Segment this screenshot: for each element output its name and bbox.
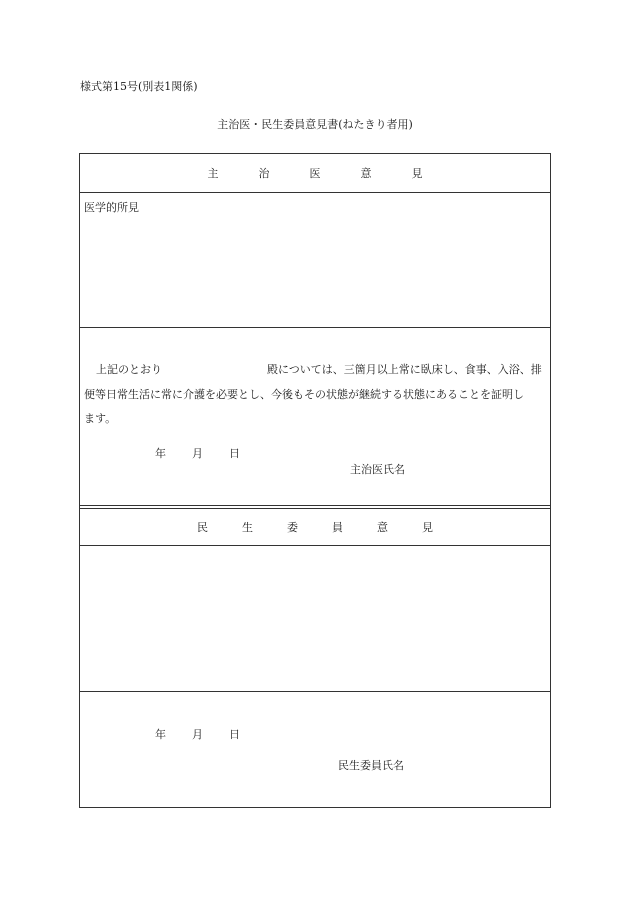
medical-findings-label: 医学的所見 <box>84 201 139 214</box>
certification-text-part1: 上記のとおり <box>96 363 162 376</box>
divider <box>80 691 550 692</box>
certification-line-2: 便等日常生活に常に介護を必要とし、今後もその状態が継続する状態にあることを証明し <box>84 388 524 401</box>
divider <box>80 545 550 546</box>
divider <box>80 327 550 328</box>
doctor-opinion-header <box>80 154 550 192</box>
document-title: 主治医・民生委員意見書(ねたきり者用) <box>217 118 413 131</box>
doctor-signature-label: 主治医氏名 <box>350 463 405 476</box>
welfare-signature-label: 民生委員氏名 <box>338 759 404 772</box>
header-char: 委 <box>287 520 298 534</box>
day-label: 日 <box>229 728 240 741</box>
opinion-form <box>79 153 551 808</box>
header-char: 見 <box>422 520 433 534</box>
divider <box>80 192 550 193</box>
header-char: 員 <box>332 520 343 534</box>
year-label: 年 <box>155 728 166 741</box>
doctor-date <box>155 447 240 461</box>
welfare-opinion-header <box>80 508 550 545</box>
header-char: 医 <box>309 167 321 180</box>
welfare-date <box>155 728 240 742</box>
header-char: 治 <box>258 167 270 180</box>
certification-text-part2: 殿については、三箇月以上常に臥床し、食事、入浴、排 <box>267 363 542 376</box>
day-label: 日 <box>229 447 240 460</box>
certification-line-3: ます。 <box>84 412 117 425</box>
month-label: 月 <box>192 447 203 460</box>
header-char: 見 <box>411 167 423 180</box>
header-char: 主 <box>207 167 219 180</box>
header-char: 意 <box>377 520 388 534</box>
year-label: 年 <box>155 447 166 460</box>
form-number: 様式第15号(別表1関係) <box>80 80 198 93</box>
header-char: 生 <box>242 520 253 534</box>
header-char: 意 <box>360 167 372 180</box>
certification-line-1 <box>96 363 542 377</box>
header-char: 民 <box>197 520 208 534</box>
month-label: 月 <box>192 728 203 741</box>
